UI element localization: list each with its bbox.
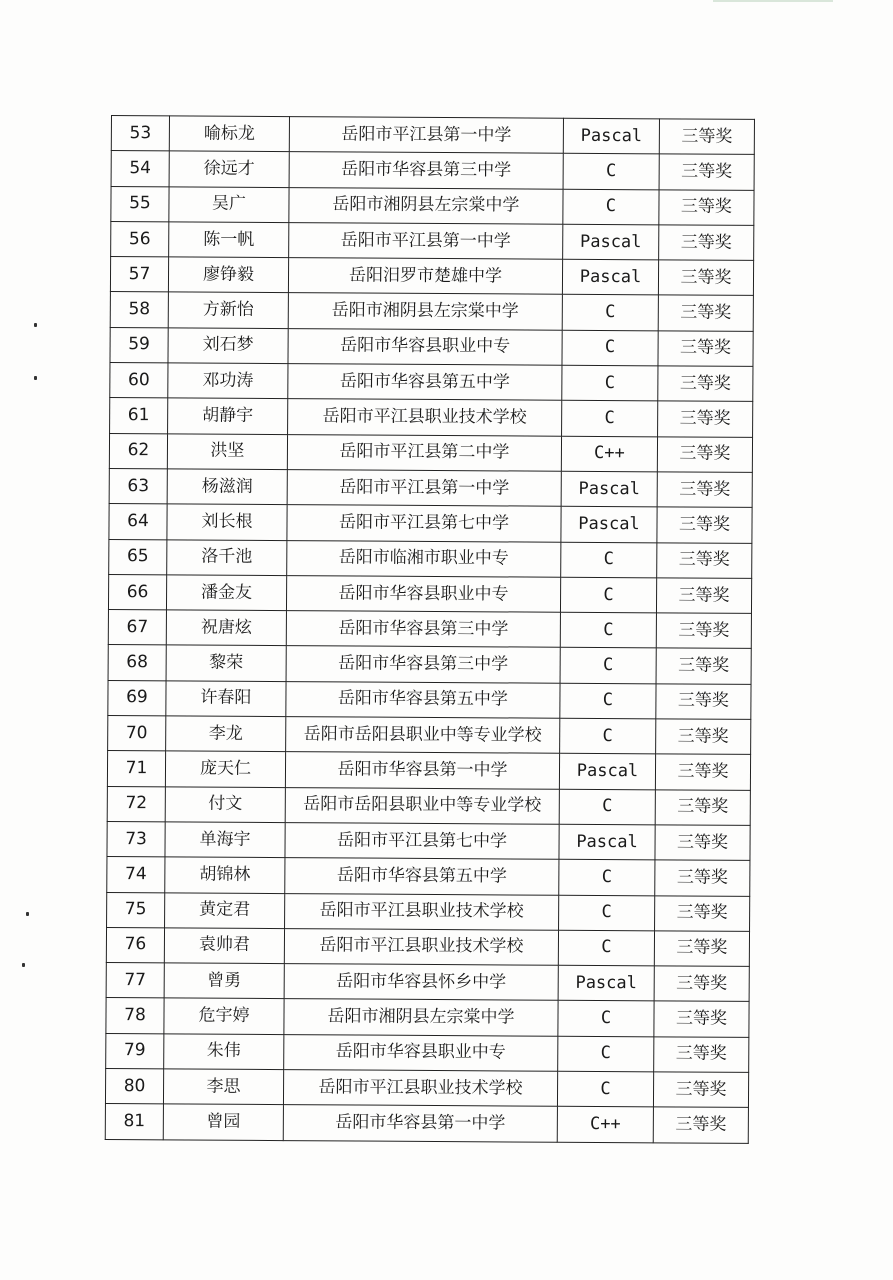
language-cell: C <box>557 1071 653 1107</box>
school-cell: 岳阳市湘阴县左宗棠中学 <box>288 293 562 330</box>
row-number-cell: 66 <box>108 574 166 610</box>
award-cell: 三等奖 <box>656 578 751 614</box>
school-cell: 岳阳市平江县职业技术学校 <box>284 928 558 965</box>
student-name-cell: 刘石梦 <box>168 328 288 364</box>
language-cell: C <box>560 648 656 684</box>
language-cell: Pascal <box>561 471 657 507</box>
school-cell: 岳阳市平江县职业技术学校 <box>283 1070 557 1107</box>
scan-edge-mark <box>713 0 833 2</box>
award-cell: 三等奖 <box>656 719 751 755</box>
award-cell: 三等奖 <box>658 260 753 296</box>
student-name-cell: 单海宇 <box>165 822 285 858</box>
row-number-cell: 78 <box>106 998 164 1034</box>
school-cell: 岳阳市华容县第三中学 <box>286 611 560 648</box>
table-row <box>106 963 749 1002</box>
language-cell: C <box>560 718 656 754</box>
row-number-cell: 77 <box>106 963 164 999</box>
row-number-cell: 75 <box>107 892 165 928</box>
award-cell: 三等奖 <box>658 366 753 402</box>
school-cell: 岳阳市平江县第一中学 <box>289 222 563 259</box>
school-cell: 岳阳市华容县怀乡中学 <box>284 964 558 1001</box>
student-name-cell: 黄定君 <box>165 892 285 928</box>
student-name-cell: 曾园 <box>163 1104 283 1140</box>
school-cell: 岳阳市平江县第七中学 <box>285 823 559 860</box>
table-row <box>109 504 752 543</box>
school-cell: 岳阳市华容县第一中学 <box>283 1105 557 1142</box>
language-cell: Pascal <box>561 507 657 543</box>
language-cell: C++ <box>557 1107 653 1143</box>
award-cell: 三等奖 <box>659 119 754 155</box>
punch-mark <box>22 963 25 967</box>
student-name-cell: 吴广 <box>169 186 289 222</box>
award-cell: 三等奖 <box>658 331 753 367</box>
row-number-cell: 67 <box>108 610 166 646</box>
language-cell: C <box>562 401 658 437</box>
award-cell: 三等奖 <box>655 825 750 861</box>
table-row <box>108 574 751 613</box>
row-number-cell: 81 <box>105 1104 163 1140</box>
student-name-cell: 杨滋润 <box>167 469 287 505</box>
award-cell: 三等奖 <box>658 401 753 437</box>
punch-mark <box>34 376 37 380</box>
school-cell: 岳阳市华容县职业中专 <box>288 328 562 365</box>
award-cell: 三等奖 <box>659 225 754 261</box>
row-number-cell: 62 <box>109 433 167 469</box>
award-cell: 三等奖 <box>655 895 750 931</box>
row-number-cell: 69 <box>108 680 166 716</box>
row-number-cell: 79 <box>106 1033 164 1069</box>
award-cell: 三等奖 <box>654 966 749 1002</box>
row-number-cell: 65 <box>109 539 167 575</box>
award-cell: 三等奖 <box>659 189 754 225</box>
row-number-cell: 64 <box>109 504 167 540</box>
school-cell: 岳阳市平江县职业技术学校 <box>288 399 562 436</box>
language-cell: C <box>563 189 659 225</box>
student-name-cell: 胡锦林 <box>165 857 285 893</box>
school-cell: 岳阳市华容县第三中学 <box>286 646 560 683</box>
student-name-cell: 胡静宇 <box>168 398 288 434</box>
student-name-cell: 庞天仁 <box>165 751 285 787</box>
student-name-cell: 许春阳 <box>166 681 286 717</box>
language-cell: C <box>561 542 657 578</box>
table-row <box>107 821 750 860</box>
student-name-cell: 黎荣 <box>166 645 286 681</box>
student-name-cell: 刘长根 <box>167 504 287 540</box>
student-name-cell: 朱伟 <box>164 1034 284 1070</box>
language-cell: C <box>559 895 655 931</box>
student-name-cell: 洪坚 <box>167 434 287 470</box>
award-cell: 三等奖 <box>659 154 754 190</box>
student-name-cell: 曾勇 <box>164 963 284 999</box>
student-name-cell: 廖铮毅 <box>168 257 288 293</box>
student-name-cell: 李思 <box>163 1069 283 1105</box>
language-cell: Pascal <box>563 118 659 154</box>
award-cell: 三等奖 <box>657 542 752 578</box>
award-cell: 三等奖 <box>657 437 752 473</box>
language-cell: Pascal <box>558 965 654 1001</box>
language-cell: C <box>558 1001 654 1037</box>
award-cell: 三等奖 <box>656 648 751 684</box>
school-cell: 岳阳市华容县第五中学 <box>285 858 559 895</box>
student-name-cell: 潘金友 <box>166 575 286 611</box>
table-row <box>111 116 754 155</box>
row-number-cell: 80 <box>105 1069 163 1105</box>
school-cell: 岳阳市华容县第三中学 <box>289 152 563 189</box>
student-name-cell: 危宇婷 <box>164 998 284 1034</box>
student-name-cell: 方新怡 <box>168 292 288 328</box>
school-cell: 岳阳市平江县第一中学 <box>287 470 561 507</box>
school-cell: 岳阳市岳阳县职业中等专业学校 <box>286 717 560 754</box>
school-cell: 岳阳市湘阴县左宗棠中学 <box>289 187 563 224</box>
row-number-cell: 60 <box>110 363 168 399</box>
school-cell: 岳阳市华容县第五中学 <box>288 364 562 401</box>
award-table <box>105 115 755 1144</box>
school-cell: 岳阳市临湘市职业中专 <box>287 540 561 577</box>
punch-mark <box>26 912 29 916</box>
language-cell: C <box>562 365 658 401</box>
table-row <box>108 610 751 649</box>
award-table-body <box>105 116 754 1144</box>
language-cell: Pascal <box>559 754 655 790</box>
row-number-cell: 57 <box>110 257 168 293</box>
student-name-cell: 付文 <box>165 786 285 822</box>
award-cell: 三等奖 <box>655 860 750 896</box>
row-number-cell: 63 <box>109 468 167 504</box>
student-name-cell: 洛千池 <box>167 539 287 575</box>
award-cell: 三等奖 <box>655 789 750 825</box>
language-cell: Pascal <box>563 224 659 260</box>
punch-mark <box>34 323 37 327</box>
award-cell: 三等奖 <box>654 1001 749 1037</box>
language-cell: C <box>563 154 659 190</box>
table-row <box>108 716 751 755</box>
student-name-cell: 袁帅君 <box>164 928 284 964</box>
table-row <box>106 927 749 966</box>
school-cell: 岳阳市平江县职业技术学校 <box>285 893 559 930</box>
table-row <box>110 257 753 296</box>
table-row <box>111 221 754 260</box>
student-name-cell: 喻标龙 <box>169 116 289 152</box>
language-cell: C <box>560 612 656 648</box>
table-row <box>110 292 753 331</box>
school-cell: 岳阳市华容县职业中专 <box>284 1034 558 1071</box>
school-cell: 岳阳市华容县第五中学 <box>286 681 560 718</box>
table-row <box>106 1033 749 1072</box>
school-cell: 岳阳市华容县职业中专 <box>286 575 560 612</box>
row-number-cell: 58 <box>110 292 168 328</box>
row-number-cell: 56 <box>111 221 169 257</box>
school-cell: 岳阳市平江县第一中学 <box>289 117 563 154</box>
language-cell: C <box>562 330 658 366</box>
award-cell: 三等奖 <box>657 507 752 543</box>
table-row <box>108 645 751 684</box>
award-cell: 三等奖 <box>657 472 752 508</box>
language-cell: C <box>558 1036 654 1072</box>
table-row <box>111 151 754 190</box>
table-row <box>111 186 754 225</box>
row-number-cell: 68 <box>108 645 166 681</box>
award-cell: 三等奖 <box>653 1072 748 1108</box>
language-cell: Pascal <box>559 824 655 860</box>
school-cell: 岳阳市平江县第七中学 <box>287 505 561 542</box>
language-cell: Pascal <box>562 259 658 295</box>
award-cell: 三等奖 <box>653 1107 748 1143</box>
table-row <box>109 539 752 578</box>
row-number-cell: 72 <box>107 786 165 822</box>
table-row <box>107 751 750 790</box>
row-number-cell: 70 <box>108 716 166 752</box>
student-name-cell: 徐远才 <box>169 151 289 187</box>
award-cell: 三等奖 <box>656 613 751 649</box>
row-number-cell: 55 <box>111 186 169 222</box>
row-number-cell: 73 <box>107 821 165 857</box>
award-cell: 三等奖 <box>654 931 749 967</box>
award-cell: 三等奖 <box>654 1037 749 1073</box>
language-cell: C++ <box>561 436 657 472</box>
student-name-cell: 陈一帆 <box>169 222 289 258</box>
row-number-cell: 61 <box>110 398 168 434</box>
award-cell: 三等奖 <box>658 295 753 331</box>
student-name-cell: 李龙 <box>166 716 286 752</box>
school-cell: 岳阳市平江县第二中学 <box>287 434 561 471</box>
language-cell: C <box>559 859 655 895</box>
row-number-cell: 54 <box>111 151 169 187</box>
student-name-cell: 邓功涛 <box>168 363 288 399</box>
table-row <box>110 327 753 366</box>
language-cell: C <box>560 683 656 719</box>
language-cell: C <box>559 789 655 825</box>
row-number-cell: 53 <box>111 116 169 152</box>
school-cell: 岳阳市岳阳县职业中等专业学校 <box>285 787 559 824</box>
row-number-cell: 76 <box>106 927 164 963</box>
table-row <box>109 468 752 507</box>
school-cell: 岳阳市湘阴县左宗棠中学 <box>284 999 558 1036</box>
language-cell: C <box>562 295 658 331</box>
table-row <box>105 1104 748 1143</box>
language-cell: C <box>560 577 656 613</box>
table-row <box>107 857 750 896</box>
row-number-cell: 71 <box>107 751 165 787</box>
table-row <box>106 998 749 1037</box>
table-row <box>107 892 750 931</box>
table-row <box>110 398 753 437</box>
school-cell: 岳阳汨罗市楚雄中学 <box>288 258 562 295</box>
language-cell: C <box>558 930 654 966</box>
row-number-cell: 74 <box>107 857 165 893</box>
school-cell: 岳阳市华容县第一中学 <box>285 752 559 789</box>
table-row <box>107 786 750 825</box>
award-cell: 三等奖 <box>655 754 750 790</box>
student-name-cell: 祝唐炫 <box>166 610 286 646</box>
table-row <box>105 1069 748 1108</box>
table-row <box>108 680 751 719</box>
award-cell: 三等奖 <box>656 684 751 720</box>
table-row <box>109 433 752 472</box>
row-number-cell: 59 <box>110 327 168 363</box>
table-row <box>110 363 753 402</box>
